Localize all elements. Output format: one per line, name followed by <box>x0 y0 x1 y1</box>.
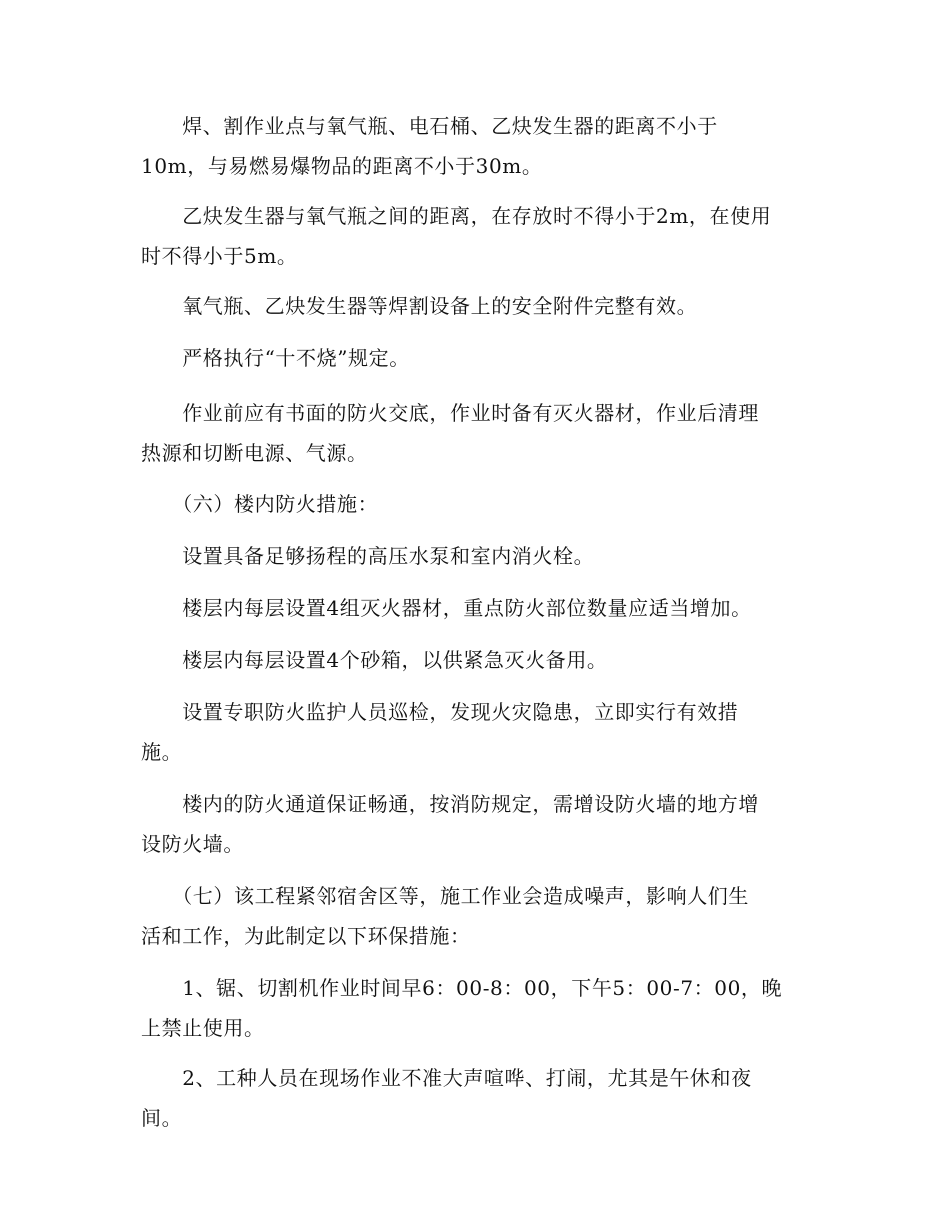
section-heading-noise: （七）该工程紧邻宿舍区等，施工作业会造成噪声，影响人们生 活和工作，为此制定以下环保措施： <box>141 884 749 948</box>
paragraph-water-pump: 设置具备足够扬程的高压水泵和室内消火栓。 <box>141 544 595 568</box>
paragraph-saw-hours: 1、锯、切割机作业时间早6：00-8：00，下午5：00-7：00，晚 上禁止使用。 <box>141 976 783 1040</box>
paragraph-fire-patrol: 设置专职防火监护人员巡检，发现火灾隐患，立即实行有效措 施。 <box>141 700 739 764</box>
paragraph-safety-accessories: 氧气瓶、乙炔发生器等焊割设备上的安全附件完整有效。 <box>141 294 698 318</box>
paragraph-welding-distance: 焊、割作业点与氧气瓶、电石桶、乙炔发生器的距离不小于 10m，与易燃易爆物品的距离不小于30m。 <box>141 114 718 178</box>
section-heading-indoor-fire: （六）楼内防火措施： <box>141 492 379 516</box>
paragraph-acetylene-oxygen-distance: 乙炔发生器与氧气瓶之间的距离，在存放时不得小于2m，在使用 时不得小于5m。 <box>141 204 772 268</box>
paragraph-no-shouting: 2、工种人员在现场作业不准大声喧哗、打闹，尤其是午休和夜 间。 <box>141 1066 752 1130</box>
paragraph-extinguishers: 楼层内每层设置4组灭火器材，重点防火部位数量应适当增加。 <box>141 596 752 620</box>
paragraph-ten-no-burn: 严格执行“十不烧”规定。 <box>141 346 410 370</box>
paragraph-fire-briefing: 作业前应有书面的防火交底，作业时备有灭火器材，作业后清理 热源和切断电源、气源。 <box>141 401 759 465</box>
paragraph-fire-passage: 楼内的防火通道保证畅通，按消防规定，需增设防火墙的地方增 设防火墙。 <box>141 792 759 856</box>
paragraph-sand-boxes: 楼层内每层设置4个砂箱，以供紧急灭火备用。 <box>141 648 608 672</box>
